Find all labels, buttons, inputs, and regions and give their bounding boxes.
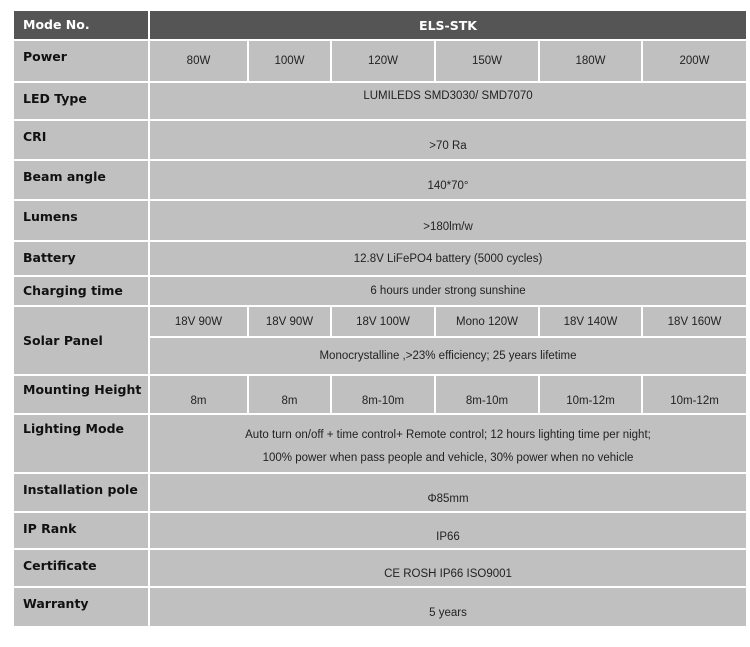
- row-label: Power: [14, 41, 148, 81]
- cell: LUMILEDS SMD3030/ SMD7070: [150, 83, 746, 119]
- row-label: LED Type: [14, 83, 148, 119]
- row-label: Lighting Mode: [14, 415, 148, 472]
- row-beam: [14, 161, 746, 199]
- row-solar: [14, 307, 746, 336]
- cell: 200W: [643, 41, 746, 81]
- row-power: [14, 41, 746, 81]
- cell: Monocrystalline ,>23% efficiency; 25 years lifetime: [150, 338, 746, 374]
- cell: 8m-10m: [436, 376, 538, 413]
- row-charging: [14, 277, 746, 305]
- cell: 150W: [436, 41, 538, 81]
- cell: 80W: [150, 41, 247, 81]
- cell: 8m-10m: [332, 376, 434, 413]
- model-name: ELS-STK: [150, 11, 746, 39]
- cell: Mono 120W: [436, 307, 538, 336]
- cell: IP66: [150, 513, 746, 548]
- cell: 8m: [249, 376, 330, 413]
- cell: Φ85mm: [150, 474, 746, 511]
- header-row: [14, 11, 746, 39]
- cell: [150, 415, 746, 472]
- cell: 180W: [540, 41, 641, 81]
- cell: 12.8V LiFePO4 battery (5000 cycles): [150, 242, 746, 275]
- row-label: Mounting Height: [14, 376, 148, 413]
- cell: 10m-12m: [540, 376, 641, 413]
- row-mounting: [14, 376, 746, 413]
- row-label: IP Rank: [14, 513, 148, 548]
- row-label: Certificate: [14, 550, 148, 586]
- row-cert: [14, 550, 746, 586]
- row-cri: [14, 121, 746, 159]
- cell: 120W: [332, 41, 434, 81]
- cell: 5 years: [150, 588, 746, 626]
- row-label: Charging time: [14, 277, 148, 305]
- cell: 18V 140W: [540, 307, 641, 336]
- row-battery: [14, 242, 746, 275]
- cell: 18V 90W: [150, 307, 247, 336]
- cell: 140*70°: [150, 161, 746, 199]
- cell: CE ROSH IP66 ISO9001: [150, 550, 746, 586]
- row-label: Beam angle: [14, 161, 148, 199]
- spec-table: [12, 9, 748, 628]
- row-led: [14, 83, 746, 119]
- cell: >70 Ra: [150, 121, 746, 159]
- row-label: CRI: [14, 121, 148, 159]
- cell: 18V 100W: [332, 307, 434, 336]
- cell: 6 hours under strong sunshine: [150, 277, 746, 305]
- row-warranty: [14, 588, 746, 626]
- header-label: Mode No.: [14, 11, 148, 39]
- cell: 10m-12m: [643, 376, 746, 413]
- row-label: Installation pole: [14, 474, 148, 511]
- cell: >180lm/w: [150, 201, 746, 240]
- cell: 8m: [150, 376, 247, 413]
- cell: 18V 90W: [249, 307, 330, 336]
- lighting-line-1: Auto turn on/off + time control+ Remote control; 12 hours lighting time per night;: [245, 428, 651, 441]
- row-label: Warranty: [14, 588, 148, 626]
- row-pole: [14, 474, 746, 511]
- row-label: Battery: [14, 242, 148, 275]
- row-label: Solar Panel: [14, 307, 148, 374]
- row-label: Lumens: [14, 201, 148, 240]
- row-ip: [14, 513, 746, 548]
- row-lighting: [14, 415, 746, 472]
- row-lumens: [14, 201, 746, 240]
- lighting-line-2: 100% power when pass people and vehicle, 30% power when no vehicle: [262, 451, 634, 464]
- cell: 100W: [249, 41, 330, 81]
- cell: 18V 160W: [643, 307, 746, 336]
